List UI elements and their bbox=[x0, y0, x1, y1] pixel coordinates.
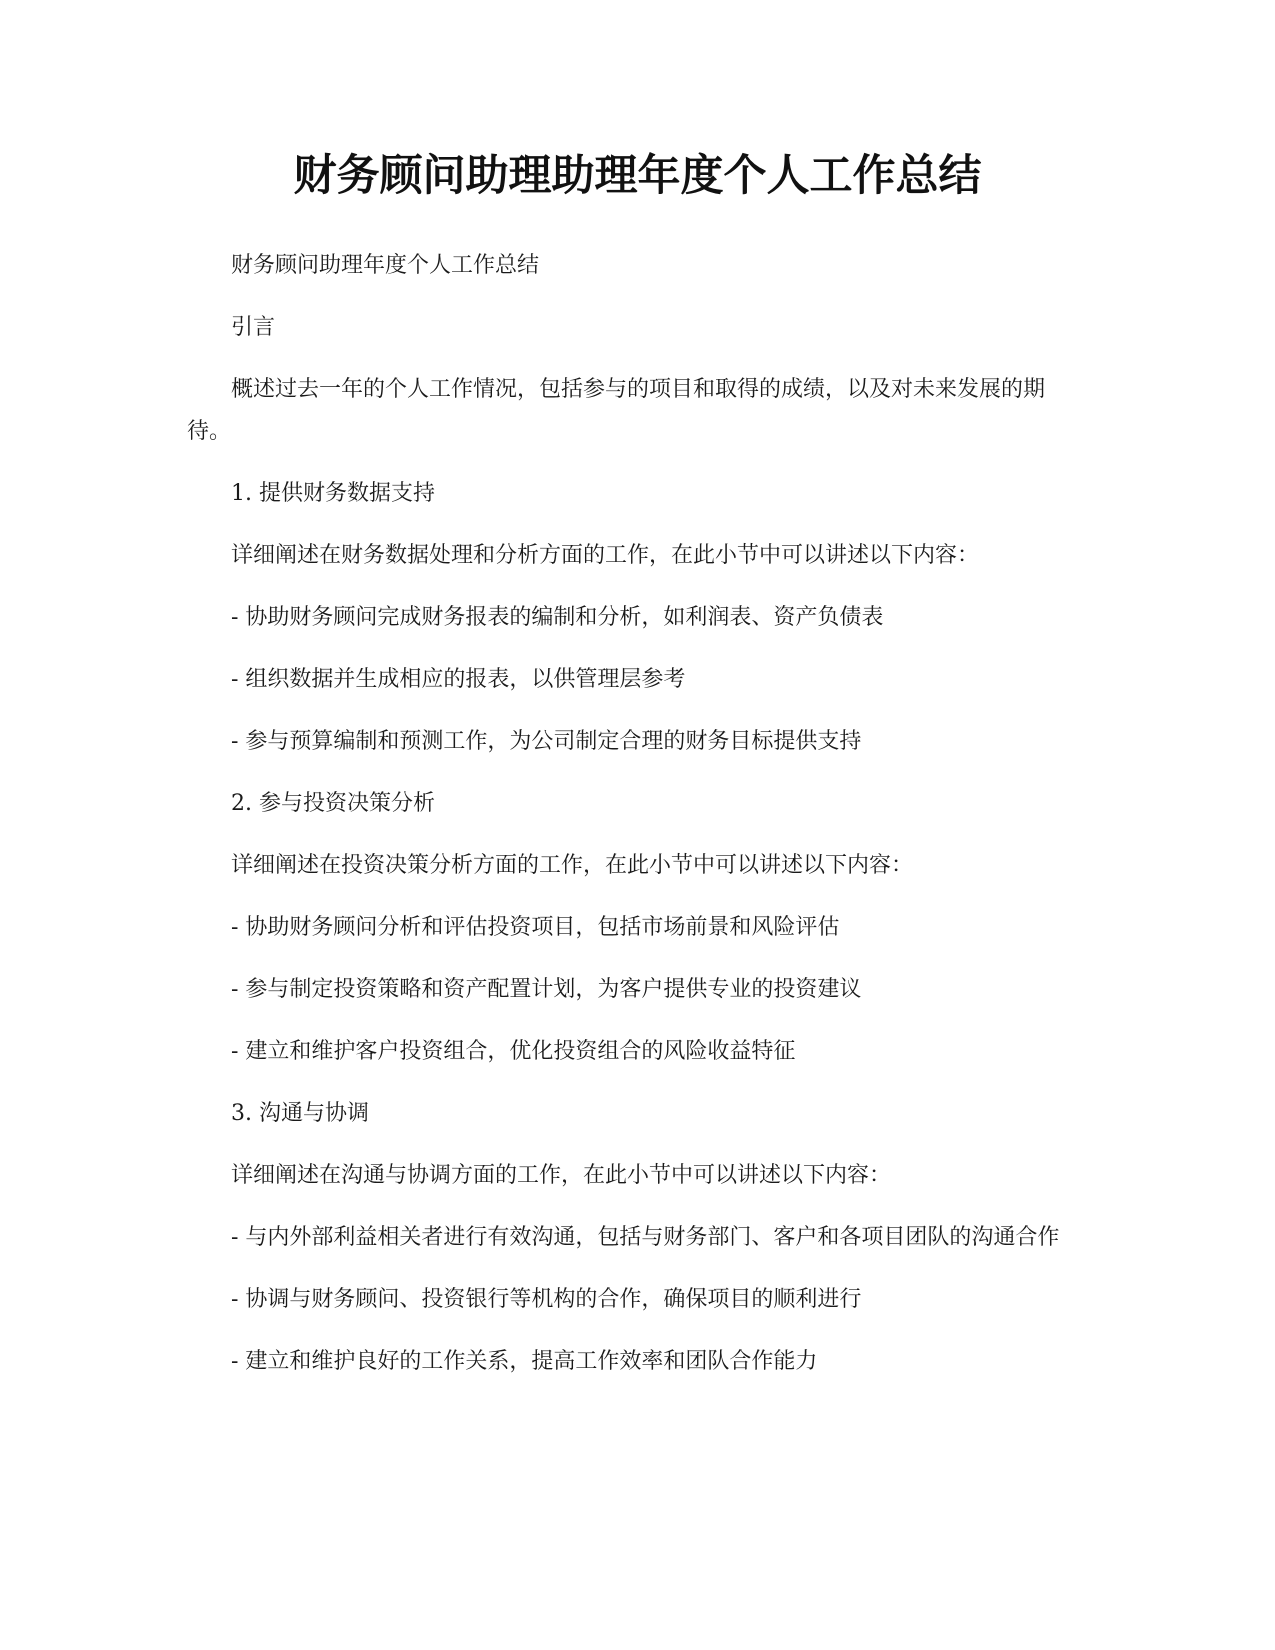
section-3-bullet-3: - 建立和维护良好的工作关系，提高工作效率和团队合作能力 bbox=[231, 1349, 818, 1374]
intro-heading: 引言 bbox=[231, 315, 276, 340]
section-1-bullet-3: - 参与预算编制和预测工作，为公司制定合理的财务目标提供支持 bbox=[231, 729, 862, 754]
section-3-bullet-1: - 与内外部利益相关者进行有效沟通，包括与财务部门、客户和各项目团队的沟通合作 bbox=[231, 1225, 1060, 1250]
section-2-bullet-1: - 协助财务顾问分析和评估投资项目，包括市场前景和风险评估 bbox=[231, 915, 840, 940]
subtitle-paragraph: 财务顾问助理年度个人工作总结 bbox=[231, 253, 540, 278]
document-title: 财务顾问助理助理年度个人工作总结 bbox=[293, 151, 982, 201]
section-1-description: 详细阐述在财务数据处理和分析方面的工作，在此小节中可以讲述以下内容： bbox=[231, 543, 980, 568]
section-2-heading: 2. 参与投资决策分析 bbox=[231, 791, 435, 816]
section-3-description: 详细阐述在沟通与协调方面的工作，在此小节中可以讲述以下内容： bbox=[231, 1163, 892, 1188]
section-1-bullet-1: - 协助财务顾问完成财务报表的编制和分析，如利润表、资产负债表 bbox=[231, 605, 884, 630]
section-2-bullet-2: - 参与制定投资策略和资产配置计划，为客户提供专业的投资建议 bbox=[231, 977, 862, 1002]
section-3-heading: 3. 沟通与协调 bbox=[231, 1101, 369, 1126]
document-body bbox=[187, 245, 1087, 1403]
section-2-description: 详细阐述在投资决策分析方面的工作，在此小节中可以讲述以下内容： bbox=[231, 853, 914, 878]
intro-paragraph: 概述过去一年的个人工作情况，包括参与的项目和取得的成绩，以及对未来发展的期待。 bbox=[187, 377, 1046, 444]
section-2-bullet-3: - 建立和维护客户投资组合，优化投资组合的风险收益特征 bbox=[231, 1039, 796, 1064]
section-3-bullet-2: - 协调与财务顾问、投资银行等机构的合作，确保项目的顺利进行 bbox=[231, 1287, 862, 1312]
section-1-bullet-2: - 组织数据并生成相应的报表，以供管理层参考 bbox=[231, 667, 686, 692]
section-1-heading: 1. 提供财务数据支持 bbox=[231, 481, 435, 506]
